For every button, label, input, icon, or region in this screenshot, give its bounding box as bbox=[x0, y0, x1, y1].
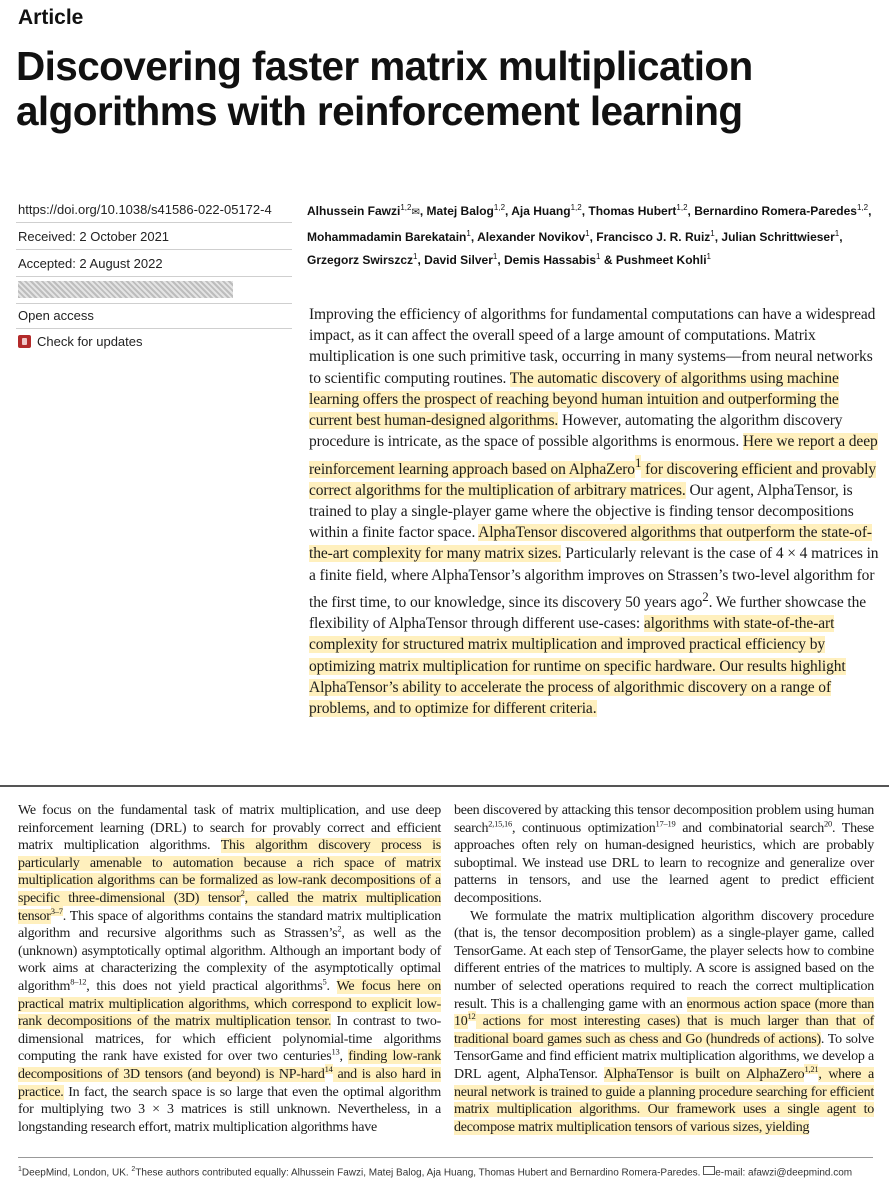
abstract-highlight: Here we report a deep reinforcement learning approach based on AlphaZero bbox=[309, 433, 878, 478]
author-name[interactable]: Grzegorz Swirszcz bbox=[307, 253, 414, 267]
author-affiliation-mark: 1 bbox=[706, 252, 711, 261]
article-type-label: Article bbox=[18, 6, 84, 29]
author-affiliation-mark: 1 bbox=[492, 252, 498, 261]
body-highlight: This algorithm discovery process is particularly amenable to automation because a rich space of matrix multiplication algorithms can be formalized as low-rank decompositions of a specific three-dimensional (3D) tensor bbox=[18, 838, 441, 906]
author-name[interactable]: Thomas Hubert bbox=[588, 204, 677, 218]
abstract-text: Particularly relevant is the case of 4 × 4 matrices in a finite field, where AlphaTensor’s algorithm improves on Strassen’s two-level algorithm for the first time, to our knowledge, since its discovery 50 years ago bbox=[309, 545, 879, 611]
author-list: Alhussein Fawzi$^{1,2}$✉, Matej Balog$^{1,2}$, Aja Huang$^{1,2}$, Thomas Hubert$^{1,2}$, Bernardino Romera-Paredes$^{1,2}$, Mohammadamin Barekatain$^1$, Alexander Novikov$^1$, Francisco J. R. Ruiz$^1$, Julian Schrittwieser$^1$, Grzegorz Swirszcz$^1$, David Silver$^1$, Demis Hassabis$^1$ & Pushmeet Kohli$^1$ bbox=[307, 203, 872, 267]
author-name[interactable]: David Silver bbox=[424, 253, 493, 267]
email-icon bbox=[703, 1166, 715, 1175]
author-affiliation-mark: 1 bbox=[466, 228, 471, 238]
author-name[interactable]: Julian Schrittwieser bbox=[721, 229, 835, 244]
footnote-divider bbox=[18, 1157, 873, 1158]
abstract-highlight: algorithms with state-of-the-art complexity for structured matrix multiplication and improved practical efficiency by optimizing matrix multiplication for runtime on specific hardware. Our results highlight AlphaTensor’s ability to accelerate the process of algorithmic discovery on a range of problems, and to optimize for different criteria. bbox=[309, 615, 846, 717]
doi-link[interactable]: https://doi.org/10.1038/s41586-022-05172-4 bbox=[18, 202, 272, 217]
abstract-text: However, automating the algorithm discovery procedure is intricate, as the space of possible algorithms is enormous. bbox=[309, 412, 843, 451]
sidebar-divider bbox=[16, 222, 292, 223]
author-affiliation-mark: 1 bbox=[596, 252, 601, 261]
body-highlight: and is also hard in practice. bbox=[18, 1066, 441, 1100]
sidebar-divider bbox=[16, 249, 292, 250]
author-affiliation-mark: 1,2 bbox=[570, 203, 582, 212]
body-text: 17–19 bbox=[655, 817, 676, 828]
body-text: 2,15,16 bbox=[488, 817, 513, 828]
body-text: In fact, the search space is so large that even the optimal algorithm for multiplying two 3 × 3 matrices is still unknown. Nevertheless, in a longstanding research effort, matrix multiplication algorithms have bbox=[18, 1084, 441, 1135]
author-name[interactable]: Aja Huang bbox=[511, 204, 571, 218]
author-affiliation-mark: 1 bbox=[413, 252, 418, 261]
body-highlight: enormous action space (more than 10 bbox=[454, 996, 874, 1030]
body-paragraph bbox=[454, 802, 874, 908]
body-text: In contrast to two-dimensional matrices, for which efficient polynomial-time algorithms computing the rank have existed for over two centuries bbox=[18, 1014, 442, 1065]
update-badge-icon bbox=[18, 335, 31, 348]
body-text: . bbox=[326, 978, 337, 994]
body-text: We focus on the fundamental task of matrix multiplication, and use deep reinforcement learning (DRL) to search for provably correct and efficient matrix multiplication algorithms. bbox=[18, 803, 441, 854]
author-affiliation-mark: 1 bbox=[710, 228, 715, 238]
body-text: 8–12 bbox=[70, 976, 87, 987]
footnote-aff1-mark: 1 bbox=[18, 1166, 22, 1173]
abstract bbox=[309, 304, 881, 719]
body-text: , this does not yield practical algorithms bbox=[86, 978, 323, 994]
abstract-highlight: The automatic discovery of algorithms using machine learning offers the prospect of reaching beyond human intuition and outperforming the current best human-designed algorithms. bbox=[309, 369, 839, 430]
author-name[interactable]: Francisco J. R. Ruiz bbox=[596, 229, 711, 244]
author-affiliation-mark: 1,2 bbox=[400, 203, 412, 212]
author-affiliation-mark: 1,2 bbox=[856, 203, 869, 212]
body-text: , bbox=[339, 1049, 349, 1065]
author-name[interactable]: Matej Balog bbox=[426, 204, 494, 218]
body-column-left bbox=[18, 802, 441, 1136]
body-text: 20 bbox=[824, 817, 833, 828]
body-text: . This space of algorithms contains the standard matrix multiplication algorithm and recursive algorithms such as Strassen’s bbox=[18, 908, 441, 942]
check-for-updates-link[interactable] bbox=[18, 334, 143, 349]
body-highlight: We focus here on practical matrix multiplication algorithms, which correspond to explicit low-rank decompositions of the matrix multiplication tensor. bbox=[18, 978, 441, 1030]
redacted-field bbox=[18, 281, 233, 298]
body-highlight: 2 bbox=[240, 888, 245, 899]
abstract-text: . We further showcase the flexibility of AlphaTensor through different use-cases: bbox=[309, 593, 867, 633]
body-highlight: AlphaTensor is built on AlphaZero bbox=[603, 1066, 805, 1082]
section-divider bbox=[0, 785, 889, 787]
abstract-highlight: 1 bbox=[634, 455, 642, 471]
author-name[interactable]: Bernardino Romera-Paredes bbox=[694, 204, 857, 218]
body-highlight: , where a neural network is trained to guide a planning procedure searching for efficient matrix multiplication algorithms. Our framework uses a single agent to decompose matrix multiplication tensors of various sizes, yielding bbox=[454, 1066, 875, 1135]
body-column-right bbox=[454, 802, 874, 1136]
body-highlight: 12 bbox=[467, 1011, 476, 1022]
body-paragraph bbox=[18, 802, 441, 1136]
body-text: . To solve TensorGame and find efficient matrix multiplication algorithms, we develop a DRL agent, AlphaTensor. bbox=[454, 1031, 874, 1082]
body-text: , continuous optimization bbox=[512, 820, 656, 836]
body-text: 2 bbox=[337, 923, 342, 934]
footnote-equal-contribution: These authors contributed equally: Alhussein Fawzi, Matej Balog, Aja Huang, Thomas Hubert and Bernardino Romera-Paredes. bbox=[135, 1167, 701, 1179]
abstract-text: Our agent, AlphaTensor, is trained to play a single-player game where the objective is finding tensor decompositions within a finite factor space. bbox=[309, 481, 854, 542]
author-name[interactable]: Alhussein Fawzi bbox=[307, 204, 401, 218]
body-text: been discovered by attacking this tensor decomposition problem using human search bbox=[454, 803, 874, 836]
body-highlight: 3–7 bbox=[50, 905, 63, 916]
check-for-updates-label: Check for updates bbox=[37, 334, 143, 349]
sidebar-divider bbox=[16, 328, 292, 329]
body-highlight: , called the matrix multiplication tensor bbox=[18, 890, 441, 924]
body-text: , as well as the (unknown) asymptotically optimal algorithm. Although an important body of work aims at characterizing the complexity of the asymptotically optimal algorithm bbox=[18, 926, 441, 994]
body-text: 5 bbox=[322, 976, 327, 987]
open-access-label[interactable]: Open access bbox=[18, 308, 94, 323]
email-icon[interactable]: ✉ bbox=[411, 207, 420, 218]
author-name[interactable]: & Pushmeet Kohli bbox=[603, 253, 707, 267]
body-paragraph bbox=[454, 908, 874, 1137]
body-text: and combinatorial search bbox=[675, 820, 825, 836]
body-highlight: actions for most interesting cases) that is much larger than that of traditional board games such as chess and Go (hundreds of actions) bbox=[454, 1014, 874, 1047]
article-title: Discovering faster matrix multiplication algorithms with reinforcement learning bbox=[16, 43, 753, 134]
footnote bbox=[18, 1166, 878, 1178]
body-text: . These approaches often rely on human-designed heuristics, which are probably suboptimal. We instead use DRL to learn to recognize and generalize over patterns in tensors, and use the learned agent to predict efficient decompositions. bbox=[454, 820, 874, 906]
abstract-text: Improving the efficiency of algorithms for fundamental computations can have a widespread impact, as it can affect the overall speed of a large amount of computations. Matrix multiplication is one such primitive task, occurring in many systems—from neural networks to scientific computing routines. bbox=[309, 306, 876, 387]
abstract-text: 2 bbox=[702, 588, 709, 604]
body-text: We formulate the matrix multiplication algorithm discovery procedure (that is, the tensor decomposition problem) as a single-player game, called TensorGame. At each step of TensorGame, the player selects how to combine different entries of the matrices to multiply. A score is assigned based on the number of selected operations required to reach the correct multiplication result. This is a challenging game with an bbox=[454, 908, 874, 1012]
author-affiliation-mark: 1,2 bbox=[676, 203, 688, 212]
footnote-affiliation: DeepMind, London, UK. bbox=[21, 1167, 129, 1179]
author-name[interactable]: Demis Hassabis bbox=[503, 253, 597, 267]
body-highlight: finding low-rank decompositions of 3D tensors (and beyond) is NP-hard bbox=[18, 1049, 442, 1082]
abstract-highlight: AlphaTensor discovered algorithms that outperform the state-of-the-art complexity for many matrix sizes. bbox=[309, 524, 872, 563]
author-name[interactable]: Mohammadamin Barekatain bbox=[307, 229, 467, 244]
body-highlight: 1,21 bbox=[804, 1064, 819, 1075]
author-affiliation-mark: 1 bbox=[834, 228, 840, 238]
footnote-aff2-mark: 2 bbox=[131, 1166, 136, 1173]
abstract-highlight: for discovering efficient and provably correct algorithms for the multiplication of arbitrary matrices. bbox=[309, 460, 877, 499]
author-name[interactable]: Alexander Novikov bbox=[477, 229, 586, 244]
author-affiliation-mark: 1,2 bbox=[493, 203, 506, 212]
body-text: 13 bbox=[331, 1046, 340, 1057]
sidebar-divider bbox=[16, 276, 292, 277]
author-affiliation-mark: 1 bbox=[585, 228, 590, 238]
received-date: Received: 2 October 2021 bbox=[18, 229, 170, 244]
sidebar-divider bbox=[16, 303, 292, 304]
body-highlight: 14 bbox=[324, 1064, 333, 1075]
footnote-email[interactable]: e-mail: afawzi@deepmind.com bbox=[715, 1167, 853, 1179]
accepted-date: Accepted: 2 August 2022 bbox=[18, 256, 163, 271]
